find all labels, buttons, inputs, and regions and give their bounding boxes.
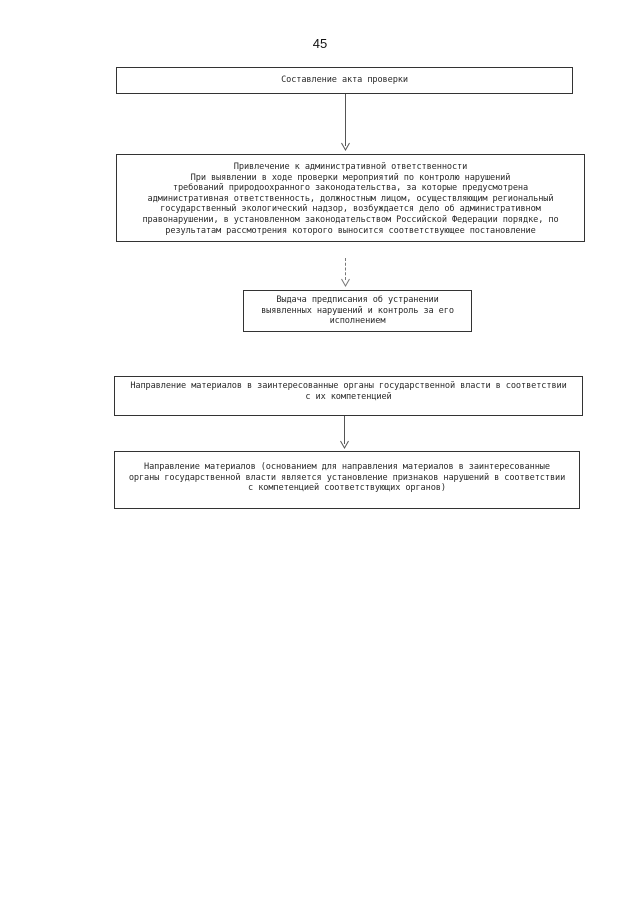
step-administrative-liability-line: административная ответственность, должностным лицом, осуществляющим региональный (147, 193, 554, 204)
step-administrative-liability-box (116, 154, 585, 242)
step-order-issuance-line: исполнением (329, 316, 386, 327)
page-number: 45 (312, 36, 328, 51)
step-materials-to-authorities-line: с их компетенцией (305, 391, 392, 402)
step-materials-direction-line: Направление материалов (основанием для направления материалов в заинтересованные (144, 462, 550, 472)
step-act-drafting-box (116, 67, 573, 94)
step-act-drafting-label: Составление акта проверки (281, 75, 408, 85)
step-order-issuance-line: Выдача предписания об устранении (276, 295, 439, 305)
step-administrative-liability-line: требований природоохранного законодательства, за которые предусмотрена (172, 183, 529, 194)
arrow-down-icon (341, 278, 350, 287)
arrow-down-icon (340, 440, 349, 449)
arrow-down-icon (341, 142, 350, 151)
step-materials-direction-line: с компетенцией соответствующих органов) (248, 483, 446, 494)
flow-connector (345, 94, 346, 146)
step-order-issuance-line: выявленных нарушений и контроль за его (261, 305, 454, 316)
step-administrative-liability-line: правонарушении, в установленном законодательством Российской Федерации порядке, по (142, 214, 559, 225)
flow-connector (345, 258, 346, 280)
step-administrative-liability-title: Привлечение к административной ответственности (233, 162, 468, 172)
step-administrative-liability-line: результатам рассмотрения которого выносится соответствующее постановление (165, 225, 536, 236)
step-materials-to-authorities-box (114, 376, 583, 416)
step-administrative-liability-line: государственный экологический надзор, возбуждается дело об административном (160, 204, 541, 215)
step-materials-direction-box (114, 451, 580, 509)
step-order-issuance-box (243, 290, 472, 332)
step-administrative-liability-line: При выявлении в ходе проверки мероприятий по контролю нарушений (190, 172, 511, 183)
step-materials-direction-line: органы государственной власти является установление признаков нарушений в соответствии (128, 472, 566, 483)
step-materials-to-authorities-line: Направление материалов в заинтересованные органы государственной власти в соответствии (130, 381, 567, 391)
